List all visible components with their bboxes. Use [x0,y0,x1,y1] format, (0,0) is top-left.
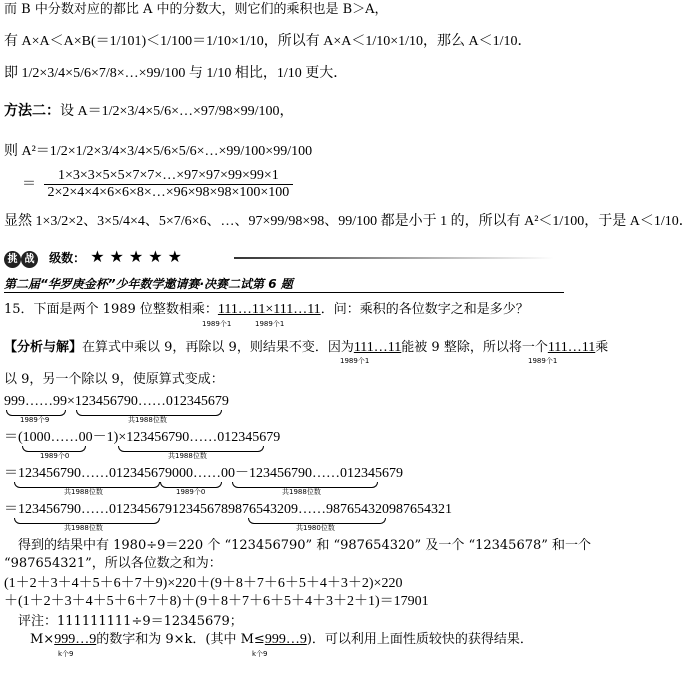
eq3-note-a: 共1988位数 [64,488,103,496]
competition-title: 第二届“华罗庚金杯”少年数学邀请赛·决赛二试第 6 题 [4,277,293,291]
eq1-product: ×123456790……012345679 [67,394,229,409]
analysis-text-3: 乘 [595,340,609,355]
remark-text-2: 的数字和为 9×k．(其中 M≤ [96,632,265,647]
method-two-label: 方法二： [4,104,60,119]
eq4-part-c: 87654321 [396,502,452,517]
analysis-line-1 [4,340,608,356]
equation-3 [4,466,403,482]
difficulty-label: 级数： [49,251,86,265]
text-line-2: 有 A×A＜A×B(＝1/101)＜1/100＝1/10×1/10，所以有 A×A＜1/10×1/10，那么 A＜1/10． [4,34,532,49]
text-line-1: 而 B 中分数对应的都比 A 中的分数大，则它们的乘积也是 B＞A， [4,2,388,17]
section-divider [234,257,554,259]
result-line-2: “987654321”，所以各位数之和为： [4,556,222,571]
analysis-text-1: 在算式中乘以 9，再除以 9，则结果不变．因为 [82,340,354,355]
eq4-part-b: 123456789876543209……9876543209 [172,502,396,517]
analysis-ones-b: 111…11 [547,340,596,355]
note-1989-ones-a: 1989个1 [202,320,232,328]
title-rule [4,292,564,293]
equation-1 [4,394,229,410]
eq3-part-c: －123456790……012345679 [235,466,403,481]
a-squared-line: 则 A²＝1/2×1/2×3/4×3/4×5/6×5/6×…×99/100×99/100 [4,144,313,159]
big-fraction: ＝ $\frac{1\times 3\times 3\times 5\times 5\times 7\times 7\times\dots\times 97\times 97\times 99\times 99\times 1}{2\times 2\times 4\times 4\times 6\times 6\times 8\times\dots\times 96\times 98\times 98\times 100\times 100}$ [22,168,293,201]
difficulty-stars: ★★★★★ [90,247,187,266]
text-line-3: 即 1/2×3/4×5/6×7/8×…×99/100 与 1/10 相比，1/10 更大． [4,66,348,81]
eq1-nines: 999……99 [4,394,67,409]
remark-line-2 [30,632,533,648]
equation-4 [4,502,452,518]
big-fraction-denominator: 2×2×4×4×6×6×8×…×96×98×98×100×100 [47,185,290,200]
eq3-note-b: 1989个0 [176,488,206,496]
difficulty-bar [4,247,564,267]
big-fraction-numerator: 1×3×3×5×5×7×7×…×97×97×99×99×1 [44,168,294,185]
method-two-line [4,104,294,120]
remark-line-1 [18,614,243,630]
sum-line-2: ＋(1＋2＋3＋4＋5＋6＋7＋8)＋(9＋8＋7＋6＋5＋4＋3＋2＋1)＝17901 [4,594,429,609]
note-analysis-a: 1989个1 [340,357,370,365]
sum-line-1: (1＋2＋3＋4＋5＋6＋7＋9)×220＋(9＋8＋7＋6＋5＋4＋3＋2)×220 [4,576,403,591]
question-15-expression: 111…11×111…11 [217,302,321,317]
remark-m: M× [30,632,55,647]
question-15-tail: ．问：乘积的各位数字之和是多少？ [320,302,529,317]
remark-text-3: )．可以利用上面性质较快的获得结果． [306,632,533,647]
analysis-label: 【分析与解】 [4,340,83,355]
result-line-1: 得到的结果中有 1980÷9＝220 个 “123456790” 和 “987654320” 及一个 “12345678” 和一个 [18,538,592,553]
analysis-line-2: 以 9，另一个除以 9，使原算式变成： [4,372,224,387]
remark-nines-a: 999…9 [54,632,97,647]
note-1989-ones-b: 1989个1 [255,320,285,328]
eq4-note-a: 共1988位数 [64,524,103,532]
remark-note-b: k个9 [252,650,268,658]
eq3-note-c: 共1988位数 [282,488,321,496]
eq1-note-a: 1989个9 [20,416,50,424]
analysis-text-2: 能被 9 整除，所以将一个 [401,340,548,355]
eq4-part-a: ＝123456790……012345679 [4,502,172,517]
challenge-badge-1: 挑 [4,251,21,268]
analysis-ones-a: 111…11 [353,340,402,355]
eq1-note-b: 共1988位数 [128,416,167,424]
question-15-text: 15．下面是两个 1989 位整数相乘： [4,302,218,317]
equation-2: ＝(1000……00－1)×123456790……012345679 [4,430,281,445]
eq2-note-a: 1989个0 [40,452,70,460]
obviously-line: 显然 1×3/2×2、3×5/4×4、5×7/6×6、…、97×99/98×98、99/100 都是小于 1 的，所以有 A²＜1/100，于是 A＜1/10． [4,214,693,229]
eq3-part-b: 000……00 [172,466,235,481]
remark-nines-b: 999…9 [264,632,307,647]
question-15 [4,302,529,318]
challenge-badge-2: 战 [21,251,38,268]
eq4-note-b: 共1980位数 [296,524,335,532]
remark-note-a: k个9 [58,650,74,658]
remark-text-1: 111111111÷9＝12345679； [57,614,243,629]
eq2-note-b: 共1988位数 [168,452,207,460]
method-two-text: 设 A＝1/2×3/4×5/6×…×97/98×99/100， [60,104,294,119]
note-analysis-b: 1989个1 [528,357,558,365]
remark-label: 评注： [18,614,58,629]
eq3-part-a: ＝123456790……012345679 [4,466,172,481]
